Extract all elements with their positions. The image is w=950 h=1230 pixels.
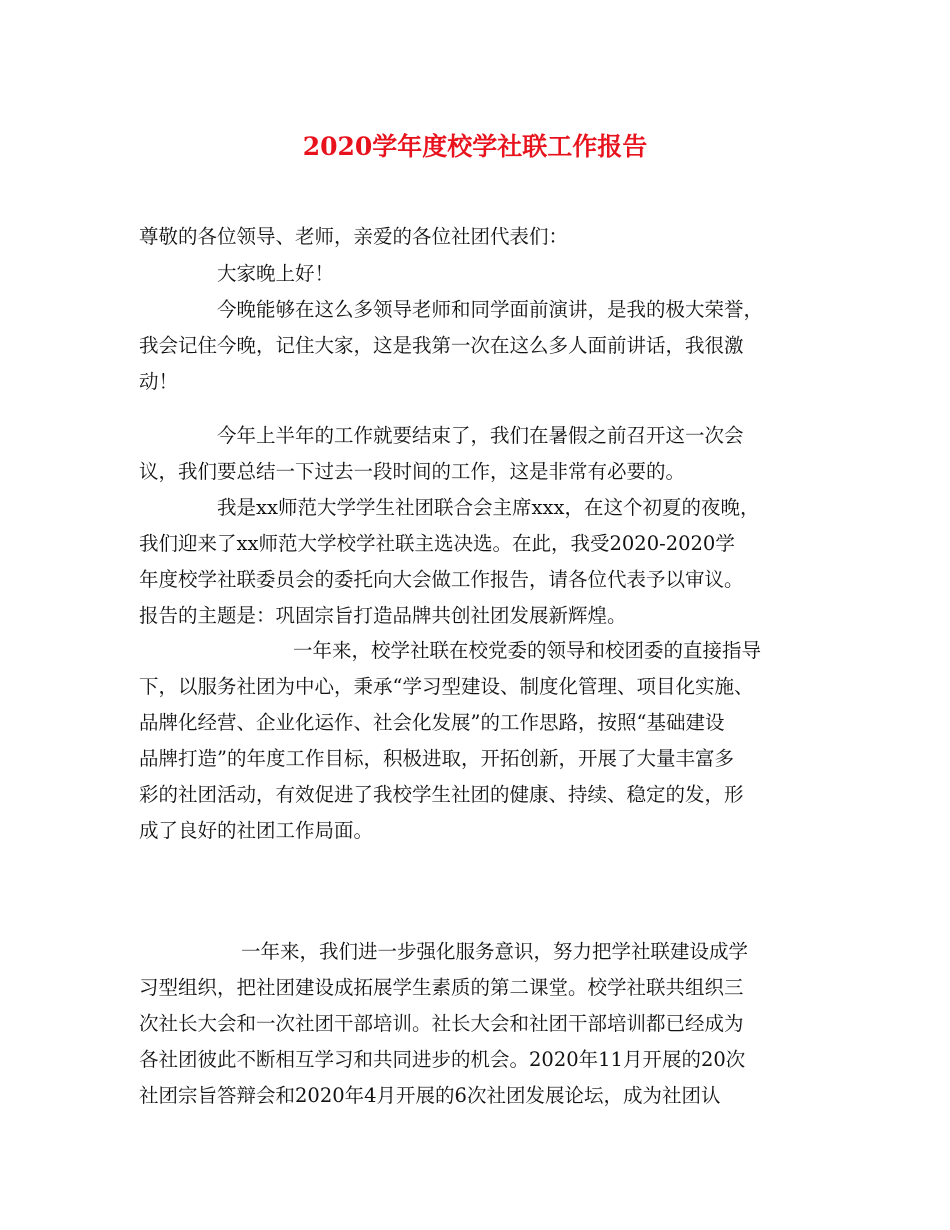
document-title: 2020学年度校学社联工作报告 — [302, 132, 648, 161]
paragraph-line: 品牌打造”的年度工作目标，积极进取，开拓创新，开展了大量丰富多 — [139, 747, 734, 770]
paragraph-line: 一年来，我们进一步强化服务意识，努力把学社联建设成学 — [241, 940, 749, 963]
greeting-line: 大家晚上好！ — [217, 262, 335, 285]
paragraph-line: 我是xx师范大学学生社团联合会主席xxx，在这个初夏的夜晚， — [217, 496, 760, 519]
paragraph-line: 习型组织，把社团建设成拓展学生素质的第二课堂。校学社联共组织三 — [139, 976, 744, 999]
paragraph-line: 年度校学社联委员会的委托向大会做工作报告，请各位代表予以审议。 — [139, 568, 744, 591]
salutation-line: 尊敬的各位领导、老师，亲爱的各位社团代表们： — [139, 225, 569, 248]
paragraph-line: 品牌化经营、企业化运作、社会化发展”的工作思路，按照“基础建设 — [139, 711, 725, 734]
paragraph-line: 我会记住今晚，记住大家，这是我第一次在这么多人面前讲话，我很激 — [139, 334, 744, 357]
paragraph-line: 报告的主题是：巩固宗旨打造品牌共创社团发展新辉煌。 — [139, 604, 627, 627]
paragraph-line: 今年上半年的工作就要结束了，我们在暑假之前召开这一次会 — [217, 424, 744, 447]
paragraph-line: 次社长大会和一次社团干部培训。社长大会和社团干部培训都已经成为 — [139, 1012, 744, 1035]
paragraph-line: 动！ — [139, 370, 179, 393]
paragraph-line: 彩的社团活动，有效促进了我校学生社团的健康、持续、稳定的发，形 — [139, 783, 744, 806]
paragraph-line: 我们迎来了xx师范大学校学社联主选决选。在此，我受2020-2020学 — [139, 532, 735, 555]
paragraph-line: 议，我们要总结一下过去一段时间的工作，这是非常有必要的。 — [139, 460, 686, 483]
paragraph-line: 一年来，校学社联在校党委的领导和校团委的直接指导 — [293, 639, 762, 662]
paragraph-line: 社团宗旨答辩会和2020年4月开展的6次社团发展论坛，成为社团认 — [139, 1084, 721, 1107]
paragraph-line: 下，以服务社团为中心，秉承“学习型建设、制度化管理、项目化实施、 — [139, 675, 754, 698]
paragraph-line: 今晚能够在这么多领导老师和同学面前演讲，是我的极大荣誉， — [217, 298, 764, 321]
paragraph-line: 成了良好的社团工作局面。 — [139, 819, 374, 842]
paragraph-line: 各社团彼此不断相互学习和共同进步的机会。2020年11月开展的20次 — [139, 1048, 746, 1071]
